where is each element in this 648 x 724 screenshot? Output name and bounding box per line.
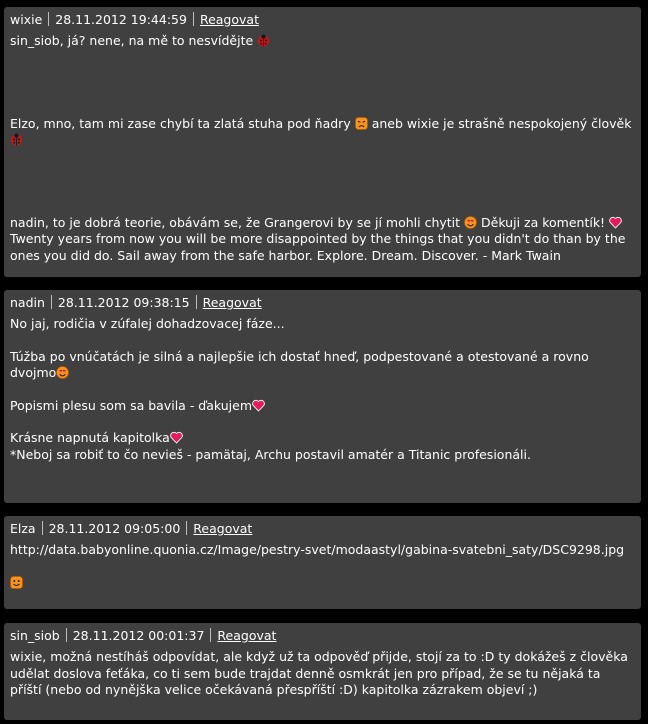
comment-datetime: 28.11.2012 19:44:59	[55, 12, 187, 27]
header-divider	[42, 521, 43, 535]
header-divider	[51, 295, 52, 309]
comment-author: wixie	[10, 12, 43, 27]
in-love-emoticon-icon	[56, 366, 69, 379]
comment-paragraph: Túžba po vnúčatách je silná a najlepšie ich dostať hneď, podpestované a otestované a rovno dvojmo	[10, 348, 589, 380]
comment-paragraph: wixie, možná nestíháš odpovídat, ale když už ta odpověď přijde, stojí za to :D ty dokážeš z člověka udělat doslova feťáka, co ti sem bude trajdat denně osmkrát jen pro případ, že se tu nějaká ta příští (nebo od nynějška velice očekávaná přespříští :D) kapitolka zázrakem objeví ;)	[10, 649, 628, 697]
comment-header	[10, 623, 635, 649]
header-divider	[210, 628, 211, 642]
comment-body	[10, 542, 635, 591]
heart-emoticon-icon	[609, 216, 622, 229]
header-divider	[186, 521, 187, 535]
ladybug-emoticon-icon	[10, 133, 23, 146]
comment-body	[10, 33, 635, 264]
heart-emoticon-icon	[170, 431, 183, 444]
comment-paragraph: nadin, to je dobrá teorie, obávám se, že Grangerovi by se jí mohli chytit Děkuji za komentík! Twenty years from now you will be more disappointed by the things that you didn't do than by the ones you did do. Sail away from the safe harbor. Explore. Dream. Discover. - Mark Twain	[10, 214, 626, 263]
comment-link-text: http://data.babyonline.quonia.cz/Image/pestry-svet/modaastyl/gabina-svatebni_saty/DSC9298.jpg	[10, 542, 625, 557]
comment-body	[10, 649, 635, 699]
ladybug-emoticon-icon	[257, 34, 270, 47]
comment-card	[4, 290, 641, 503]
comment-paragraph: Elzo, mno, tam mi zase chybí ta zlatá stuha pod ňadry aneb wixie je strašně nespokojený člověk	[10, 116, 635, 149]
comment-author: sin_siob	[10, 628, 60, 643]
comment-paragraph: Popismi plesu som sa bavila - ďakujem	[10, 398, 635, 415]
header-divider	[66, 628, 67, 642]
comment-header	[10, 7, 635, 33]
comment-header	[10, 516, 635, 542]
header-divider	[193, 12, 194, 26]
comment-author: nadin	[10, 295, 45, 310]
comment-card	[4, 623, 641, 720]
comment-card	[4, 516, 641, 609]
comment-paragraph: Krásne napnutá kapitolka *Neboj sa robiť to čo nevieš - pamätaj, Archu postavil amatér a Titanic profesionáli.	[10, 430, 531, 462]
comment-datetime: 28.11.2012 09:38:15	[57, 295, 190, 310]
header-divider	[48, 12, 49, 26]
reply-link[interactable]: Reagovat	[199, 12, 259, 27]
reply-link[interactable]: Reagovat	[202, 295, 262, 310]
heart-emoticon-icon	[252, 399, 265, 412]
sad-face-emoticon-icon	[355, 117, 368, 130]
comment-datetime: 28.11.2012 09:05:00	[48, 521, 181, 536]
comment-datetime: 28.11.2012 00:01:37	[72, 628, 205, 643]
reply-link[interactable]: Reagovat	[217, 628, 277, 643]
smile-emoticon-icon	[10, 576, 23, 589]
comment-paragraph: sin_siob, já? nene, na mě to nesvídějte	[10, 33, 635, 50]
comment-paragraph: No jaj, rodičia v zúfalej dohadzovacej fáze...	[10, 316, 285, 331]
comment-author: Elza	[10, 521, 36, 536]
header-divider	[196, 295, 197, 309]
in-love-emoticon-icon	[464, 216, 477, 229]
comment-card	[4, 7, 641, 277]
comment-body	[10, 316, 635, 463]
reply-link[interactable]: Reagovat	[193, 521, 253, 536]
comment-header	[10, 290, 635, 316]
comment-paragraph	[10, 575, 635, 592]
